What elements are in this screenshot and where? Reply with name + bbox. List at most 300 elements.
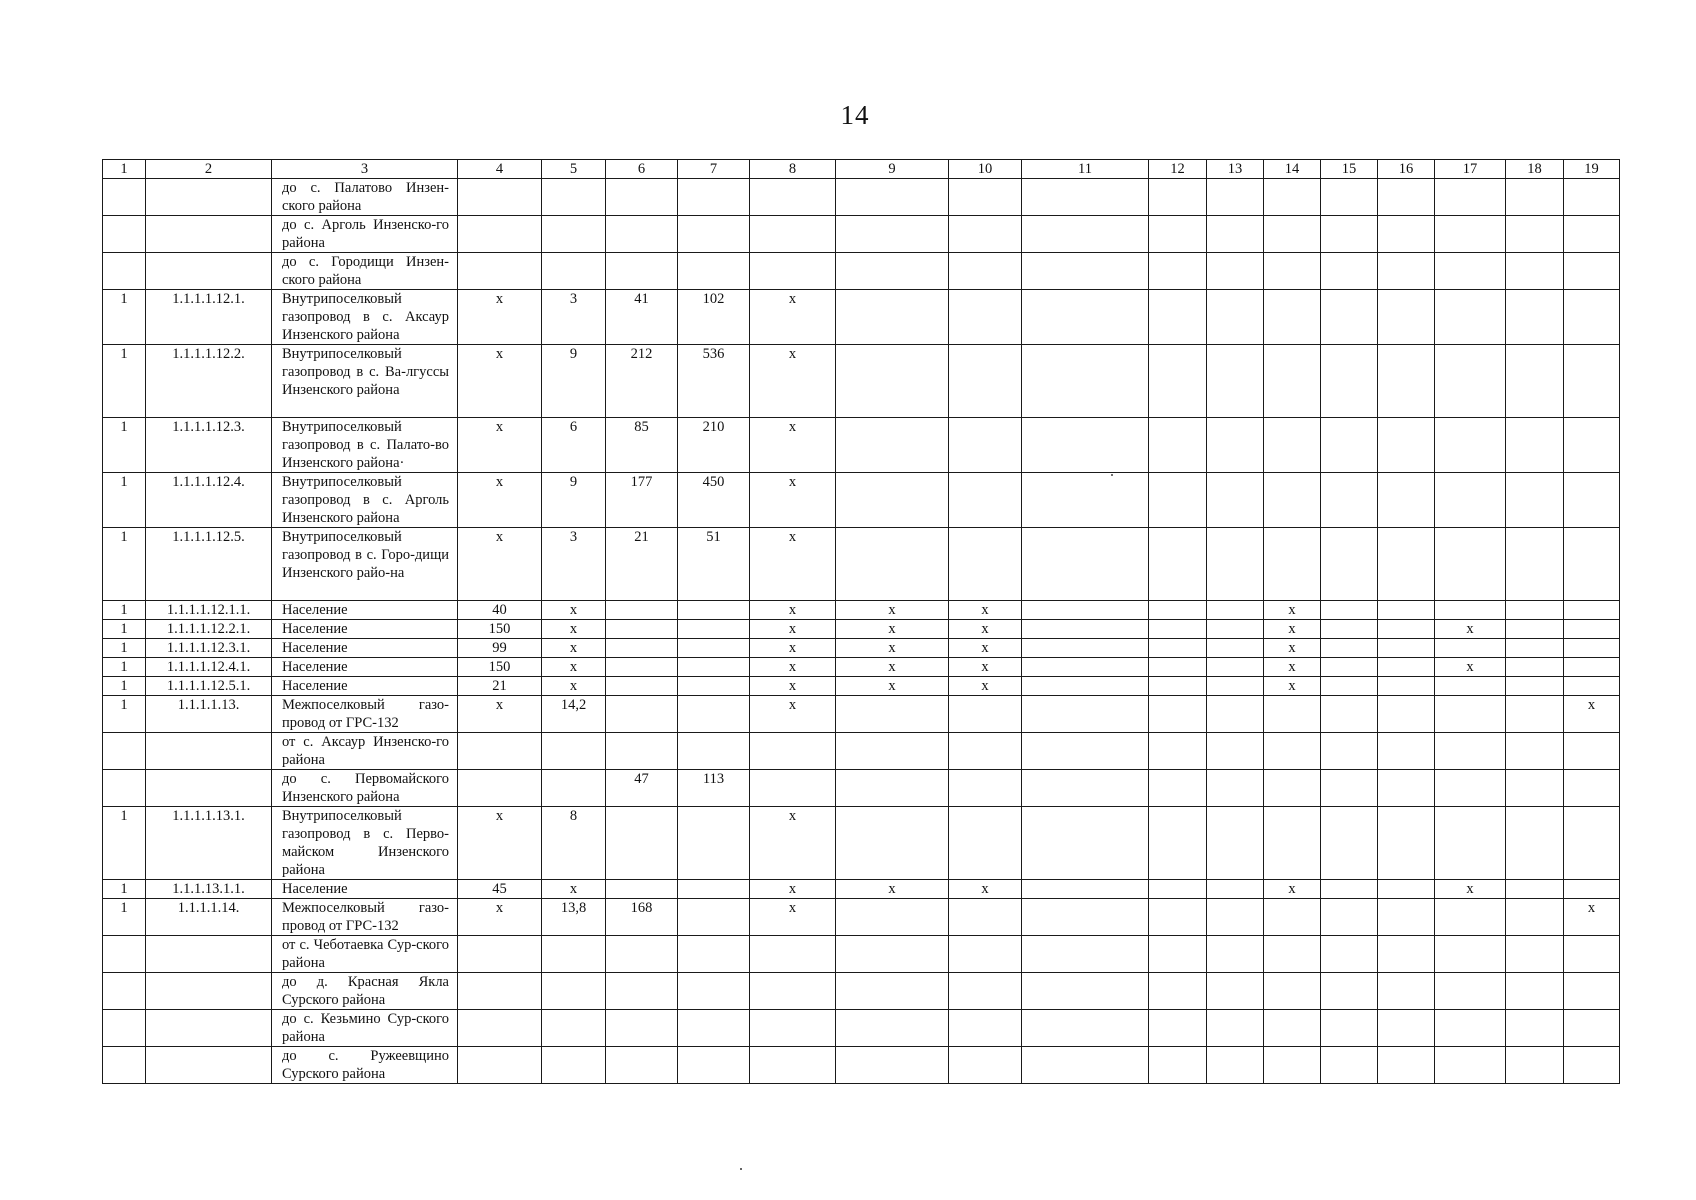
table-cell [1321,936,1378,973]
table-cell [606,696,678,733]
table-cell [836,807,949,880]
table-cell [1564,290,1620,345]
table-cell: x [458,418,542,473]
table-cell: 1 [103,658,146,677]
table-cell: x [1264,620,1321,639]
table-cell: x [750,807,836,880]
table-cell: 1.1.1.1.12.4. [146,473,272,528]
table-cell [606,620,678,639]
table-cell [949,1047,1022,1084]
table-cell [606,677,678,696]
table-cell [1149,677,1207,696]
table-cell [606,639,678,658]
table-row [103,418,1620,473]
table-row [103,620,1620,639]
table-cell: 1.1.1.1.12.1. [146,290,272,345]
table-cell [1435,1010,1506,1047]
table-cell: 40 [458,601,542,620]
table-cell [1207,639,1264,658]
table-cell: Внутрипоселковый газопровод в с. Ва-лгуссы Инзенского района [272,345,458,418]
table-cell [1378,899,1435,936]
table-cell: 1 [103,899,146,936]
table-cell: x [949,601,1022,620]
table-cell: 150 [458,658,542,677]
table-cell: x [542,677,606,696]
table-cell [1506,473,1564,528]
table-cell [1022,216,1149,253]
table-cell [1506,601,1564,620]
table-cell [1378,696,1435,733]
table-cell: 1.1.1.1.12.4.1. [146,658,272,677]
table-cell [949,418,1022,473]
table-cell: 1 [103,880,146,899]
table-cell: 113 [678,770,750,807]
table-cell [678,807,750,880]
table-cell: x [949,620,1022,639]
table-cell [1149,658,1207,677]
table-cell [1321,658,1378,677]
table-cell [1378,973,1435,1010]
table-cell [1506,733,1564,770]
table-cell [1149,639,1207,658]
table-cell [750,733,836,770]
table-cell [949,1010,1022,1047]
table-cell: x [1264,677,1321,696]
table-cell [836,1010,949,1047]
table-cell [1149,620,1207,639]
table-cell [1378,807,1435,880]
table-cell [458,973,542,1010]
table-cell: Внутрипоселковый газопровод в с. Арголь Инзенского района [272,473,458,528]
table-cell [949,733,1022,770]
table-cell [1564,418,1620,473]
table-cell [750,1010,836,1047]
table-cell [1149,290,1207,345]
table-cell [678,216,750,253]
table-cell: 536 [678,345,750,418]
table-cell [1564,936,1620,973]
table-cell [949,899,1022,936]
table-cell [1321,601,1378,620]
table-cell: 1 [103,290,146,345]
table-cell [1264,179,1321,216]
table-cell [1149,973,1207,1010]
table-cell: x [542,639,606,658]
table-cell [678,677,750,696]
table-cell [542,1047,606,1084]
table-cell [1149,253,1207,290]
table-cell [1149,696,1207,733]
table-cell [606,216,678,253]
table-cell [1378,345,1435,418]
table-cell: x [750,639,836,658]
table-cell [1207,345,1264,418]
table-cell [678,1047,750,1084]
column-number-cell: 13 [1207,160,1264,179]
table-cell [1435,216,1506,253]
table-cell [146,1047,272,1084]
table-cell [606,880,678,899]
table-cell: x [750,345,836,418]
table-cell [1435,473,1506,528]
table-cell [1207,658,1264,677]
table-cell [146,253,272,290]
table-cell [1321,620,1378,639]
column-number-cell: 12 [1149,160,1207,179]
table-cell: 1 [103,696,146,733]
table-cell [103,253,146,290]
table-row [103,733,1620,770]
table-cell [678,696,750,733]
table-cell [1022,345,1149,418]
column-number-cell: 17 [1435,160,1506,179]
table-cell: 1.1.1.1.12.3. [146,418,272,473]
table-cell [678,179,750,216]
table-cell [1564,973,1620,1010]
table-cell [836,473,949,528]
table-cell [146,770,272,807]
table-cell [1207,473,1264,528]
table-cell [1564,677,1620,696]
table-cell [1506,899,1564,936]
table-cell [1149,528,1207,601]
table-cell [1321,899,1378,936]
table-cell: x [1264,639,1321,658]
table-cell [542,1010,606,1047]
table-cell [1506,1047,1564,1084]
table-cell [1022,880,1149,899]
table-cell [103,179,146,216]
table-row [103,179,1620,216]
table-cell [1022,1010,1149,1047]
table-row [103,936,1620,973]
table-cell [949,473,1022,528]
table-cell: 1.1.1.1.12.1.1. [146,601,272,620]
table-cell [1435,770,1506,807]
table-row [103,658,1620,677]
table-cell [146,733,272,770]
table-cell [1264,899,1321,936]
table-cell [1506,973,1564,1010]
table-cell [1435,807,1506,880]
table-cell [146,973,272,1010]
table-cell [1564,658,1620,677]
table-cell: x [458,345,542,418]
table-cell [1264,216,1321,253]
table-cell: x [836,658,949,677]
table-cell [1207,973,1264,1010]
table-cell [1207,899,1264,936]
table-cell [1264,1047,1321,1084]
column-number-cell: 1 [103,160,146,179]
table-cell [146,179,272,216]
table-cell: до с. Первомайского Инзенского района [272,770,458,807]
table-cell [1022,770,1149,807]
table-cell [1321,677,1378,696]
table-cell [1149,179,1207,216]
table-cell: x [750,696,836,733]
table-cell: до с. Городищи Инзен-ского района [272,253,458,290]
table-cell: x [836,880,949,899]
table-cell [1435,733,1506,770]
table-row [103,696,1620,733]
table-cell [1149,1047,1207,1084]
table-cell [1207,418,1264,473]
table-cell: 1.1.1.1.13.1. [146,807,272,880]
stray-mark [740,1168,742,1170]
table-cell: 21 [458,677,542,696]
table-cell [949,345,1022,418]
table-cell [1022,528,1149,601]
table-row [103,473,1620,528]
table-cell: 41 [606,290,678,345]
table-cell [1264,473,1321,528]
table-cell: x [542,658,606,677]
table-cell [1207,601,1264,620]
column-number-cell: 5 [542,160,606,179]
table-cell: x [750,899,836,936]
table-cell: x [542,880,606,899]
table-cell [750,216,836,253]
column-number-cell: 4 [458,160,542,179]
table-cell [836,418,949,473]
column-number-cell: 3 [272,160,458,179]
table-cell [1378,1010,1435,1047]
table-row [103,807,1620,880]
table-cell: 1.1.1.1.12.2. [146,345,272,418]
table-cell [836,179,949,216]
table-cell [1321,880,1378,899]
table-cell [1321,345,1378,418]
table-row [103,528,1620,601]
table-cell [1207,880,1264,899]
table-row [103,253,1620,290]
table-cell [678,936,750,973]
column-number-cell: 10 [949,160,1022,179]
table-cell [1207,807,1264,880]
table-cell: 1 [103,639,146,658]
table-cell [1207,1010,1264,1047]
table-cell: до с. Кезьмино Сур-ского района [272,1010,458,1047]
table-cell [606,807,678,880]
table-cell: до с. Палатово Инзен-ского района [272,179,458,216]
table-cell [678,973,750,1010]
table-cell [1264,1010,1321,1047]
table-cell [1506,639,1564,658]
table-cell [1264,733,1321,770]
table-cell [1022,899,1149,936]
table-cell [1207,1047,1264,1084]
table-cell [1321,770,1378,807]
table-cell: x [542,601,606,620]
table-cell: x [1264,658,1321,677]
table-cell [1564,345,1620,418]
table-cell: 1 [103,677,146,696]
table-cell [836,1047,949,1084]
table-cell: 51 [678,528,750,601]
table-cell: x [750,677,836,696]
table-cell [1378,639,1435,658]
table-cell: Внутрипоселковый газопровод в с. Палато-во Инзенского района· [272,418,458,473]
table-cell [103,1010,146,1047]
table-cell [678,253,750,290]
table-cell [1321,179,1378,216]
table-cell: Внутрипоселковый газопровод в с. Перво-майском Инзенского района [272,807,458,880]
table-cell [606,253,678,290]
table-cell [836,216,949,253]
table-cell [678,733,750,770]
table-cell [1378,880,1435,899]
table-cell [1435,899,1506,936]
table-cell [949,290,1022,345]
table-cell [1022,807,1149,880]
table-cell [1435,601,1506,620]
table-cell: от с. Чеботаевка Сур-ского района [272,936,458,973]
table-cell: 3 [542,528,606,601]
table-cell [1321,253,1378,290]
table-cell [1378,733,1435,770]
table-cell [606,936,678,973]
table-cell [1022,639,1149,658]
table-cell: x [750,601,836,620]
table-cell [1264,936,1321,973]
table-cell: 210 [678,418,750,473]
table-cell [1022,620,1149,639]
table-cell: Население [272,601,458,620]
table-cell: x [1564,696,1620,733]
table-cell [1506,770,1564,807]
table-cell [836,973,949,1010]
table-cell [1022,418,1149,473]
table-cell [1022,1047,1149,1084]
table-cell [1564,473,1620,528]
table-cell [1022,936,1149,973]
table-cell [458,216,542,253]
table-cell [1435,973,1506,1010]
table-cell [1022,696,1149,733]
table-cell [1207,677,1264,696]
table-cell [1022,658,1149,677]
table-cell: Внутрипоселковый газопровод в с. Аксаур Инзенского района [272,290,458,345]
table-cell [458,936,542,973]
table-cell: 1.1.1.1.12.5.1. [146,677,272,696]
table-cell [1149,601,1207,620]
table-cell: 13,8 [542,899,606,936]
table-cell: x [949,639,1022,658]
table-cell [542,973,606,1010]
table-cell [1564,807,1620,880]
table-cell [1321,807,1378,880]
table-cell [1378,253,1435,290]
table-cell: x [1435,658,1506,677]
table-cell [1506,677,1564,696]
table-cell: 1 [103,528,146,601]
table-cell [1564,639,1620,658]
table-cell [1207,179,1264,216]
table-cell: до с. Ружеевщино Сурского района [272,1047,458,1084]
table-cell: 9 [542,345,606,418]
table-cell [1321,973,1378,1010]
table-cell: x [949,880,1022,899]
table-cell [146,936,272,973]
table-cell [1378,620,1435,639]
table-cell [1378,290,1435,345]
table-cell: 3 [542,290,606,345]
table-cell [836,733,949,770]
column-number-cell: 14 [1264,160,1321,179]
page-number: 14 [840,100,870,130]
table-row [103,216,1620,253]
table-cell [1149,418,1207,473]
table-cell [146,1010,272,1047]
table-cell [1321,528,1378,601]
table-cell [1506,290,1564,345]
table-cell: x [836,601,949,620]
table-cell: x [750,880,836,899]
table-cell [1435,345,1506,418]
column-number-cell: 19 [1564,160,1620,179]
table-cell [949,253,1022,290]
table-cell [103,216,146,253]
table-cell [1435,528,1506,601]
table-cell: 1.1.1.1.12.3.1. [146,639,272,658]
table-cell [1564,253,1620,290]
table-cell: x [750,473,836,528]
table-cell [1564,1010,1620,1047]
table-cell [1378,601,1435,620]
table-cell [458,253,542,290]
table-cell [103,1047,146,1084]
table-cell [1264,345,1321,418]
table-cell [1378,658,1435,677]
table-cell [1378,770,1435,807]
table-cell [1149,880,1207,899]
table-cell: Внутрипоселковый газопровод в с. Горо-дищи Инзенского райо-на [272,528,458,601]
table-row [103,899,1620,936]
table-cell [1506,696,1564,733]
stray-mark [1111,474,1113,476]
table-cell [103,733,146,770]
table-cell: x [836,620,949,639]
table-cell: x [750,528,836,601]
table-row [103,770,1620,807]
column-number-cell: 18 [1506,160,1564,179]
table-cell [750,973,836,1010]
table-cell: 1 [103,473,146,528]
data-table [102,159,1620,1084]
table-cell: 177 [606,473,678,528]
table-cell [458,1010,542,1047]
table-cell [949,973,1022,1010]
table-cell [1207,290,1264,345]
table-cell [1378,473,1435,528]
table-cell [750,936,836,973]
table-cell [1149,770,1207,807]
table-cell [1506,1010,1564,1047]
table-cell: 9 [542,473,606,528]
table-cell: Население [272,677,458,696]
table-cell [750,1047,836,1084]
table-cell: 8 [542,807,606,880]
table-cell [1321,1010,1378,1047]
table-cell: x [836,677,949,696]
table-cell [1506,880,1564,899]
table-cell [606,601,678,620]
table-cell: x [458,473,542,528]
table-cell [1149,807,1207,880]
table-cell [458,1047,542,1084]
table-cell [1149,1010,1207,1047]
